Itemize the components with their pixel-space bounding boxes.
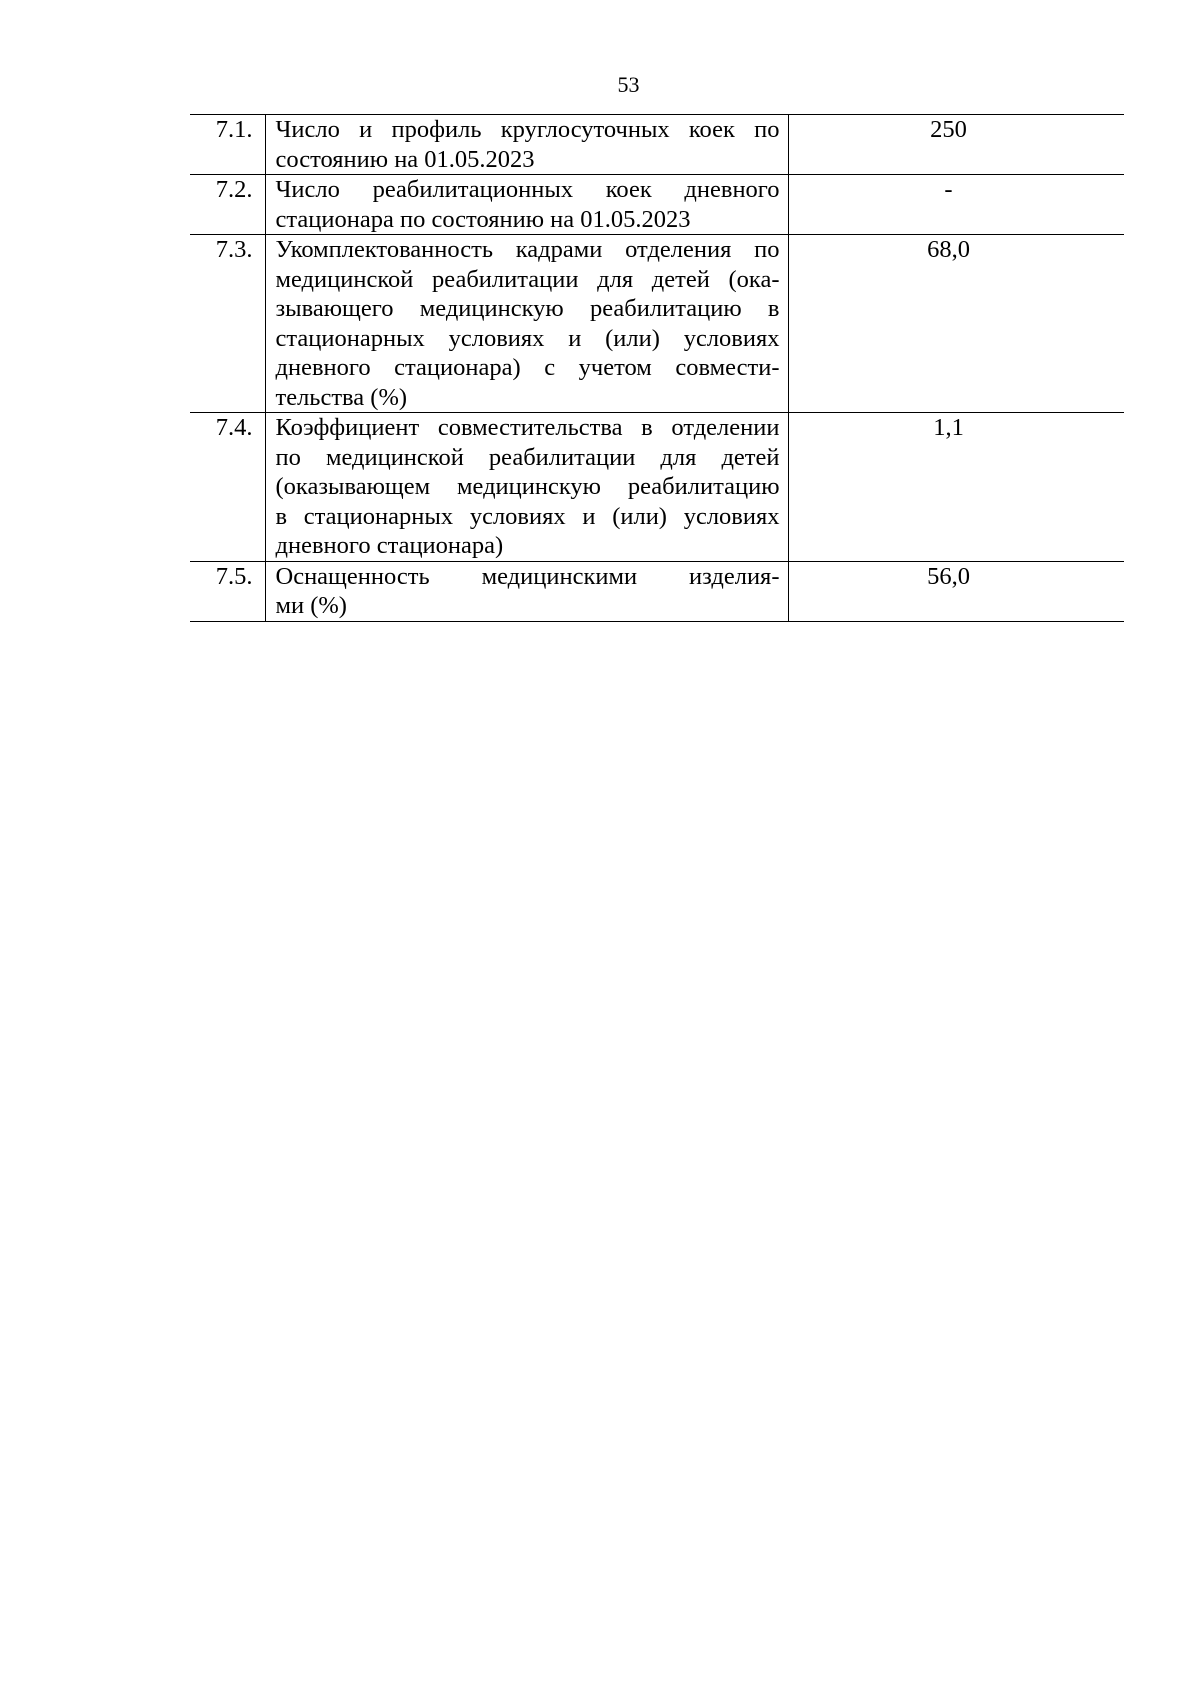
description-line: зывающего медицинскую реабилитацию в (275, 295, 780, 322)
row-value-cell (788, 235, 1124, 413)
row-description (265, 561, 788, 621)
table-row (190, 175, 1124, 235)
row-value: 68,0 (927, 236, 970, 263)
row-value: 250 (930, 116, 967, 143)
description-line: Число реабилитационных коек дневного (275, 176, 780, 203)
row-value-cell (788, 561, 1124, 621)
description-line: ми (%) (275, 592, 347, 619)
page-number: 53 (617, 72, 640, 97)
description-line: дневного стационара) (275, 532, 504, 559)
description-line: тельства (%) (275, 383, 408, 411)
description-line: медицинской реабилитации для детей (ока- (275, 265, 780, 293)
description-line: в стационарных условиях и (или) условиях (275, 502, 780, 530)
description-line: Укомплектованность кадрами отделения по (275, 236, 780, 263)
description-line: стационара по состоянию на 01.05.2023 (275, 205, 691, 233)
table-row (190, 235, 1124, 413)
row-number: 7.1. (190, 115, 265, 175)
description-line: состоянию на 01.05.2023 (275, 145, 535, 173)
row-value: 56,0 (927, 562, 970, 590)
table-row (190, 561, 1124, 621)
row-description (265, 235, 788, 413)
description-line: (оказывающем медицинскую реабилитацию (275, 473, 780, 500)
table-row (190, 413, 1124, 562)
description-line: Коэффициент совместительства в отделении (275, 414, 780, 441)
row-value-cell (788, 413, 1124, 562)
row-value-cell (788, 115, 1124, 175)
description-line: Число и профиль круглосуточных коек по (275, 116, 780, 143)
description-line: дневного стационара) с учетом совмести- (275, 354, 780, 381)
row-value-cell (788, 175, 1124, 235)
row-value: 1,1 (933, 414, 964, 441)
row-number: 7.2. (190, 175, 265, 235)
row-description (265, 175, 788, 235)
row-value: - (944, 176, 953, 203)
description-line: стационарных условиях и (или) условиях (275, 324, 780, 352)
row-number: 7.4. (190, 413, 265, 562)
description-line: по медицинской реабилитации для детей (275, 443, 780, 471)
row-number: 7.5. (190, 561, 265, 621)
description-line: Оснащенность медицинскими изделия- (275, 562, 780, 590)
indicators-table (190, 114, 1124, 622)
table-row (190, 115, 1124, 175)
indicators-table-body (190, 115, 1124, 622)
row-description (265, 413, 788, 562)
row-number: 7.3. (190, 235, 265, 413)
row-description (265, 115, 788, 175)
